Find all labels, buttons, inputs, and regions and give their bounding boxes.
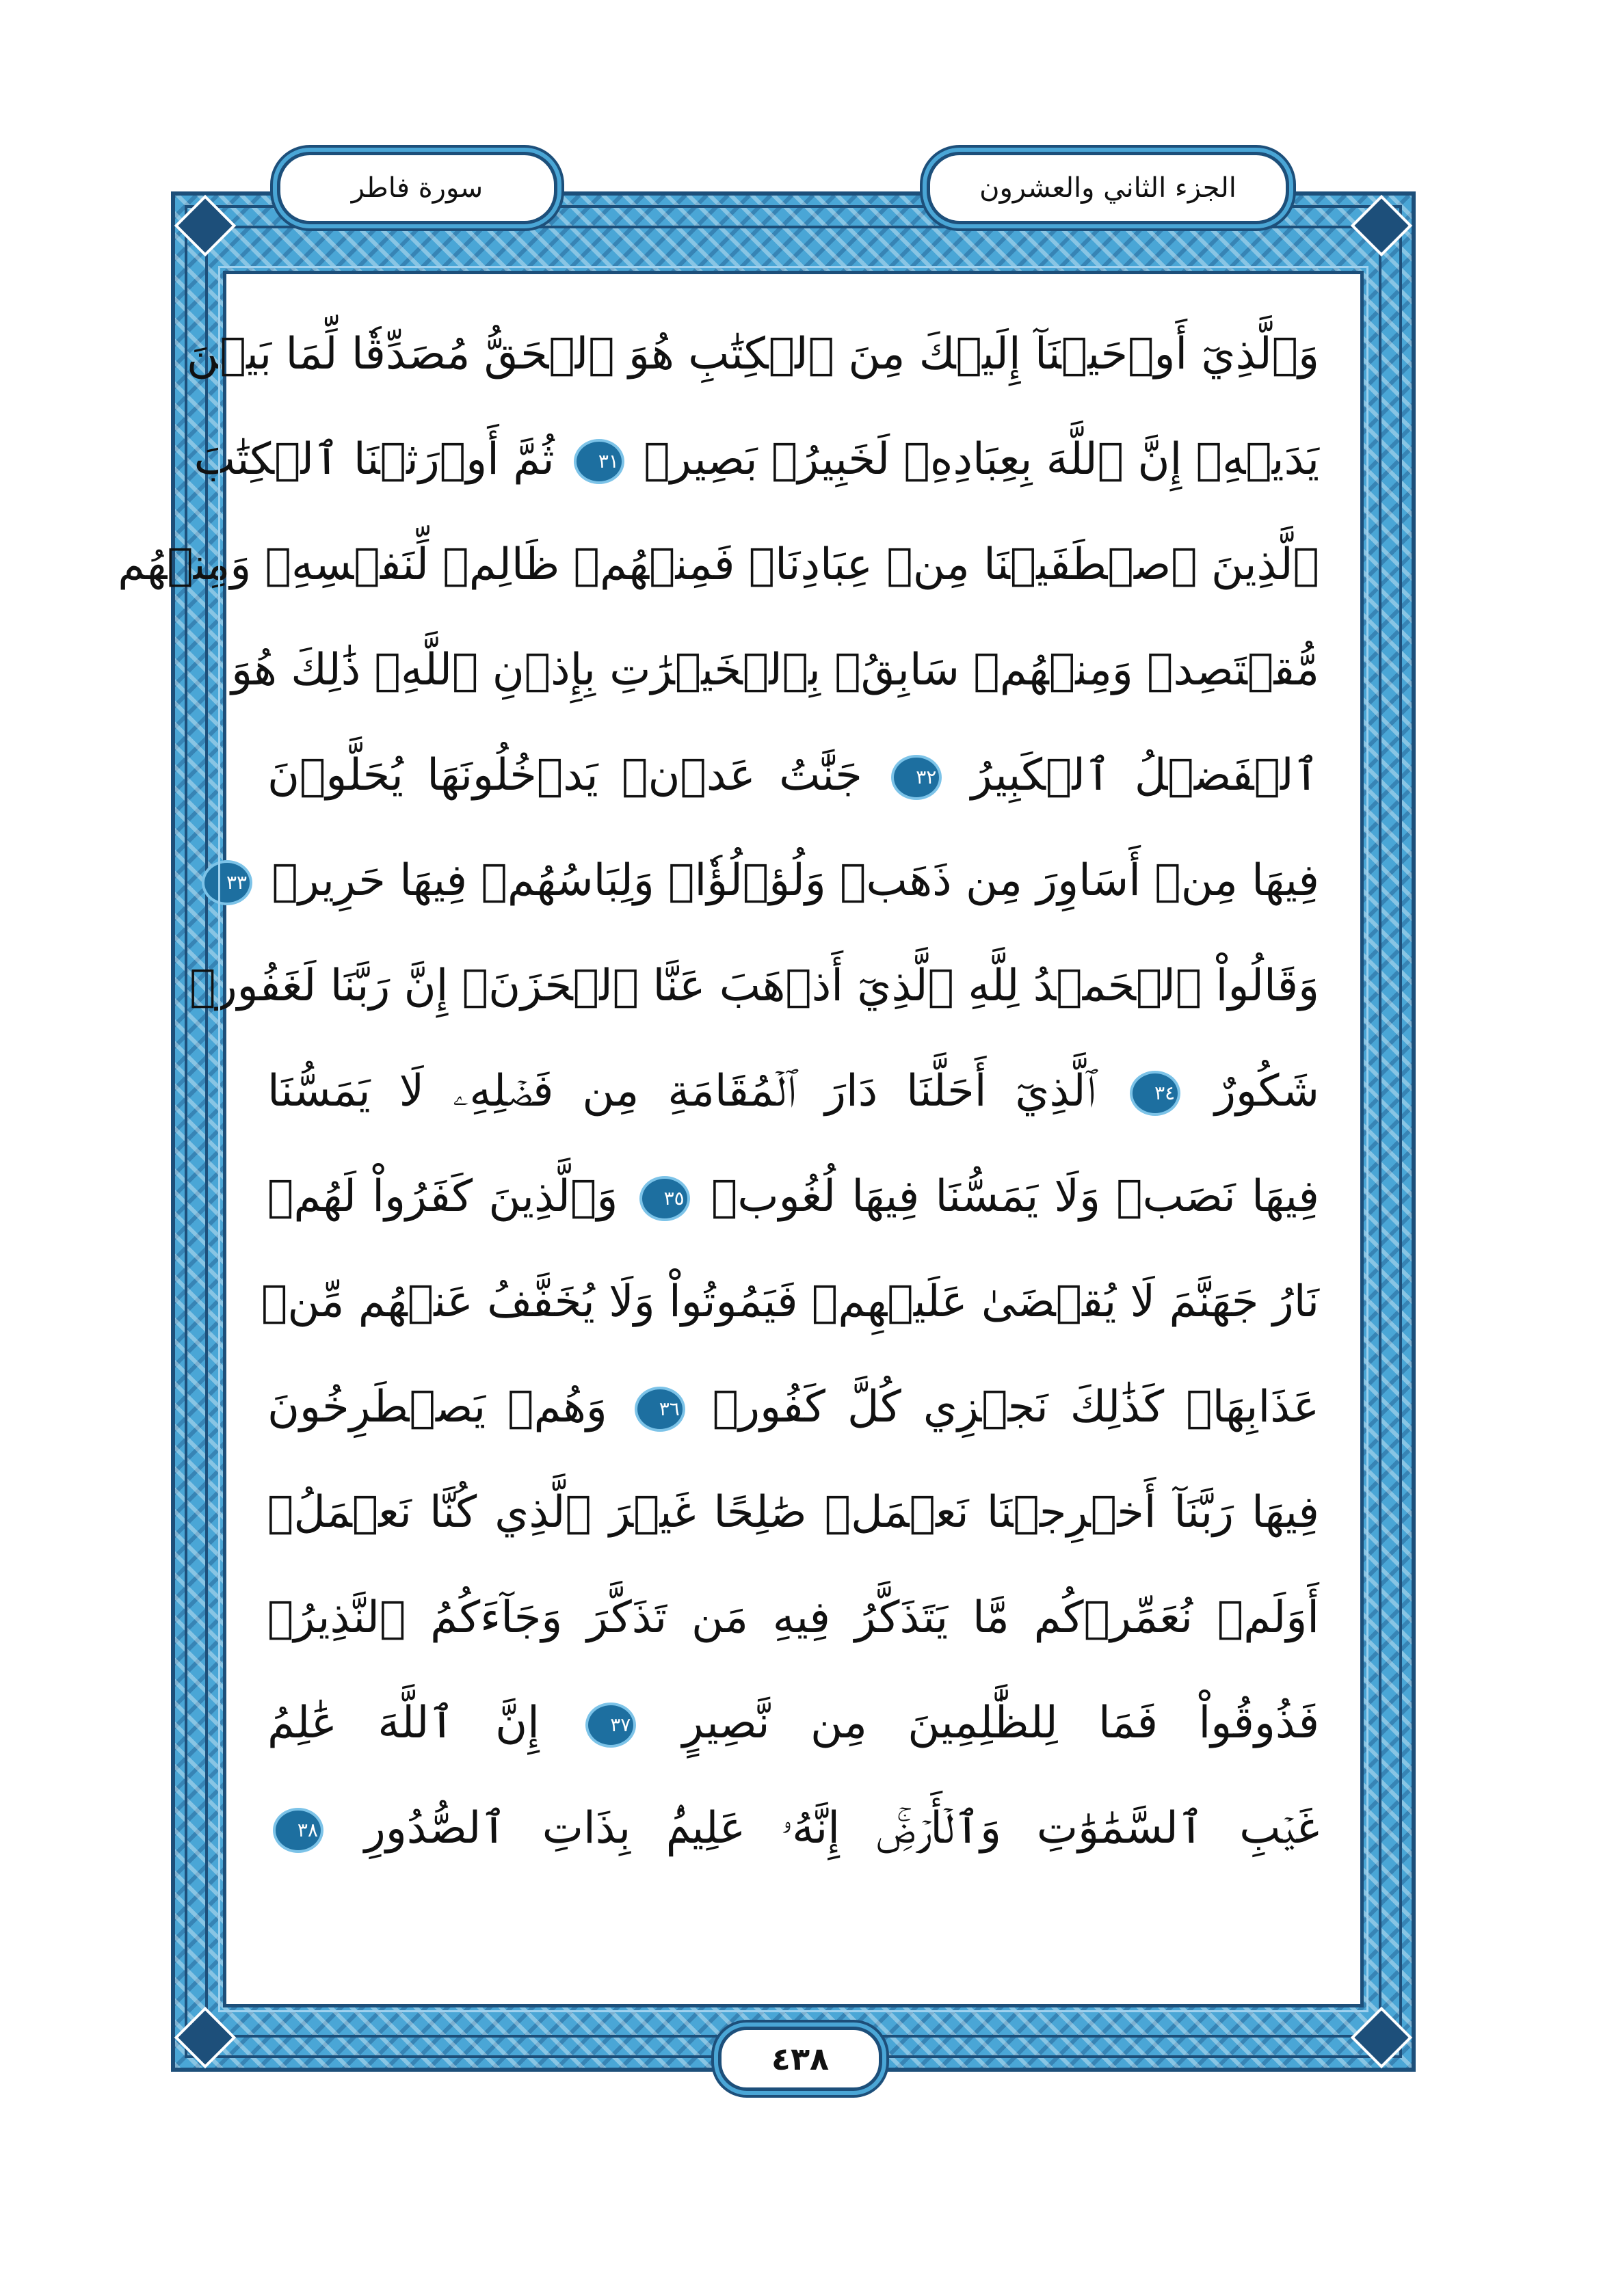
verse-text: ثُمَّ أَوۡرَثۡنَا ٱلۡكِتَٰبَ — [194, 434, 555, 485]
verse-line — [267, 1039, 1319, 1144]
verse-line — [231, 617, 1319, 723]
verse-text: وَقَالُواْ ٱلۡحَمۡدُ لِلَّهِ ٱلَّذِيٓ أَذۡهَبَ عَنَّا ٱلۡحَزَنَۖ إِنَّ رَبَّنَا لَغَفُورٞ — [189, 961, 1319, 1011]
juz-label: الجزء الثاني والعشرون — [927, 152, 1289, 224]
text-panel — [118, 271, 1364, 2007]
verse-text: وَهُمۡ يَصۡطَرِخُونَ — [267, 1382, 607, 1432]
verse-line — [194, 407, 1319, 512]
verse-text: إِنَّ ٱللَّهَ عَٰلِمُ — [267, 1698, 540, 1748]
verse-text: جَنَّٰتُ عَدۡنٖ يَدۡخُلُونَهَا يُحَلَّوۡنَ — [267, 750, 862, 801]
ayah-number-marker: ٣١ — [574, 439, 624, 484]
verse-text: أَوَلَمۡ نُعَمِّرۡكُم مَّا يَتَذَكَّرُ فِيهِ مَن تَذَكَّرَ وَجَآءَكُمُ ٱلنَّذِيرُۖ — [267, 1592, 1319, 1643]
page-number: ٤٣٨ — [718, 2027, 882, 2091]
ayah-number-marker: ٣٤ — [1130, 1071, 1180, 1116]
verse-text: عَذَابِهَاۚ كَذَٰلِكَ نَجۡزِي كُلَّ كَفُورٖ — [712, 1382, 1320, 1432]
verse-line — [267, 1354, 1319, 1460]
verse-line — [261, 1249, 1319, 1354]
verse-text: فِيهَا نَصَبٞ وَلَا يَمَسُّنَا فِيهَا لُغُوبٞ — [711, 1171, 1320, 1222]
verse-text: نَارُ جَهَنَّمَ لَا يُقۡضَىٰ عَلَيۡهِمۡ فَيَمُوتُواْ وَلَا يُخَفَّفُ عَنۡهُم مِّنۡ — [261, 1277, 1319, 1327]
verse-text: مُّقۡتَصِدٞ وَمِنۡهُمۡ سَابِقُۢ بِٱلۡخَيۡرَٰتِ بِإِذۡنِ ٱللَّهِۚ ذَٰلِكَ هُوَ — [231, 645, 1319, 695]
ayah-number-marker: ٣٣ — [202, 860, 252, 905]
ayah-number-marker: ٣٢ — [891, 755, 942, 800]
verse-line — [118, 512, 1319, 617]
verse-line — [267, 1460, 1319, 1565]
ayah-number-marker: ٣٨ — [273, 1808, 323, 1853]
verse-line — [267, 1776, 1319, 1881]
verse-text: فِيهَا مِنۡ أَسَاوِرَ مِن ذَهَبٖ وَلُؤۡلُؤٗاۖ وَلِبَاسُهُمۡ فِيهَا حَرِيرٞ — [272, 855, 1319, 906]
verse-line — [267, 723, 1319, 828]
ayah-number-marker: ٣٧ — [585, 1703, 636, 1748]
verse-text: ٱلَّذِيٓ أَحَلَّنَا دَارَ ٱلۡمُقَامَةِ مِن فَضۡلِهِۦ لَا يَمَسُّنَا — [267, 1066, 1096, 1117]
ayah-number-marker: ٣٦ — [635, 1387, 685, 1432]
verse-text: ٱلۡفَضۡلُ ٱلۡكَبِيرُ — [970, 750, 1319, 801]
verse-text: فِيهَا رَبَّنَآ أَخۡرِجۡنَا نَعۡمَلۡ صَٰلِحًا غَيۡرَ ٱلَّذِي كُنَّا نَعۡمَلُۚ — [267, 1487, 1319, 1538]
verse-line — [186, 302, 1319, 407]
verse-line — [267, 1670, 1319, 1776]
ornamental-frame — [118, 191, 1416, 2072]
verse-text: يَدَيۡهِۗ إِنَّ ٱللَّهَ بِعِبَادِهِۦ لَخَبِيرُۢ بَصِيرٞ — [644, 434, 1319, 485]
verse-block — [118, 302, 1320, 1881]
ayah-number-marker: ٣٥ — [639, 1176, 690, 1221]
surah-label: سورة فاطر — [277, 152, 557, 224]
verse-text: غَيۡبِ ٱلسَّمَٰوَٰتِ وَٱلۡأَرۡضِۚ إِنَّهُۥ عَلِيمُۢ بِذَاتِ ٱلصُّدُورِ — [364, 1803, 1320, 1854]
verse-text: وَٱلَّذِيٓ أَوۡحَيۡنَآ إِلَيۡكَ مِنَ ٱلۡكِتَٰبِ هُوَ ٱلۡحَقُّ مُصَدِّقٗا لِّمَا بَيۡنَ — [186, 329, 1319, 379]
verse-text: فَذُوقُواْ فَمَا لِلظَّٰلِمِينَ مِن نَّصِيرٍ — [682, 1698, 1320, 1748]
verse-text: شَكُورٌ — [1215, 1066, 1320, 1117]
verse-line — [267, 1144, 1319, 1249]
verse-line — [267, 1565, 1319, 1670]
verse-line — [226, 828, 1319, 933]
verse-text: وَٱلَّذِينَ كَفَرُواْ لَهُمۡ — [267, 1171, 618, 1222]
verse-line — [189, 933, 1319, 1039]
verse-text: ٱلَّذِينَ ٱصۡطَفَيۡنَا مِنۡ عِبَادِنَاۖ فَمِنۡهُمۡ ظَالِمٞ لِّنَفۡسِهِۦ وَمِنۡهُم — [118, 539, 1319, 590]
